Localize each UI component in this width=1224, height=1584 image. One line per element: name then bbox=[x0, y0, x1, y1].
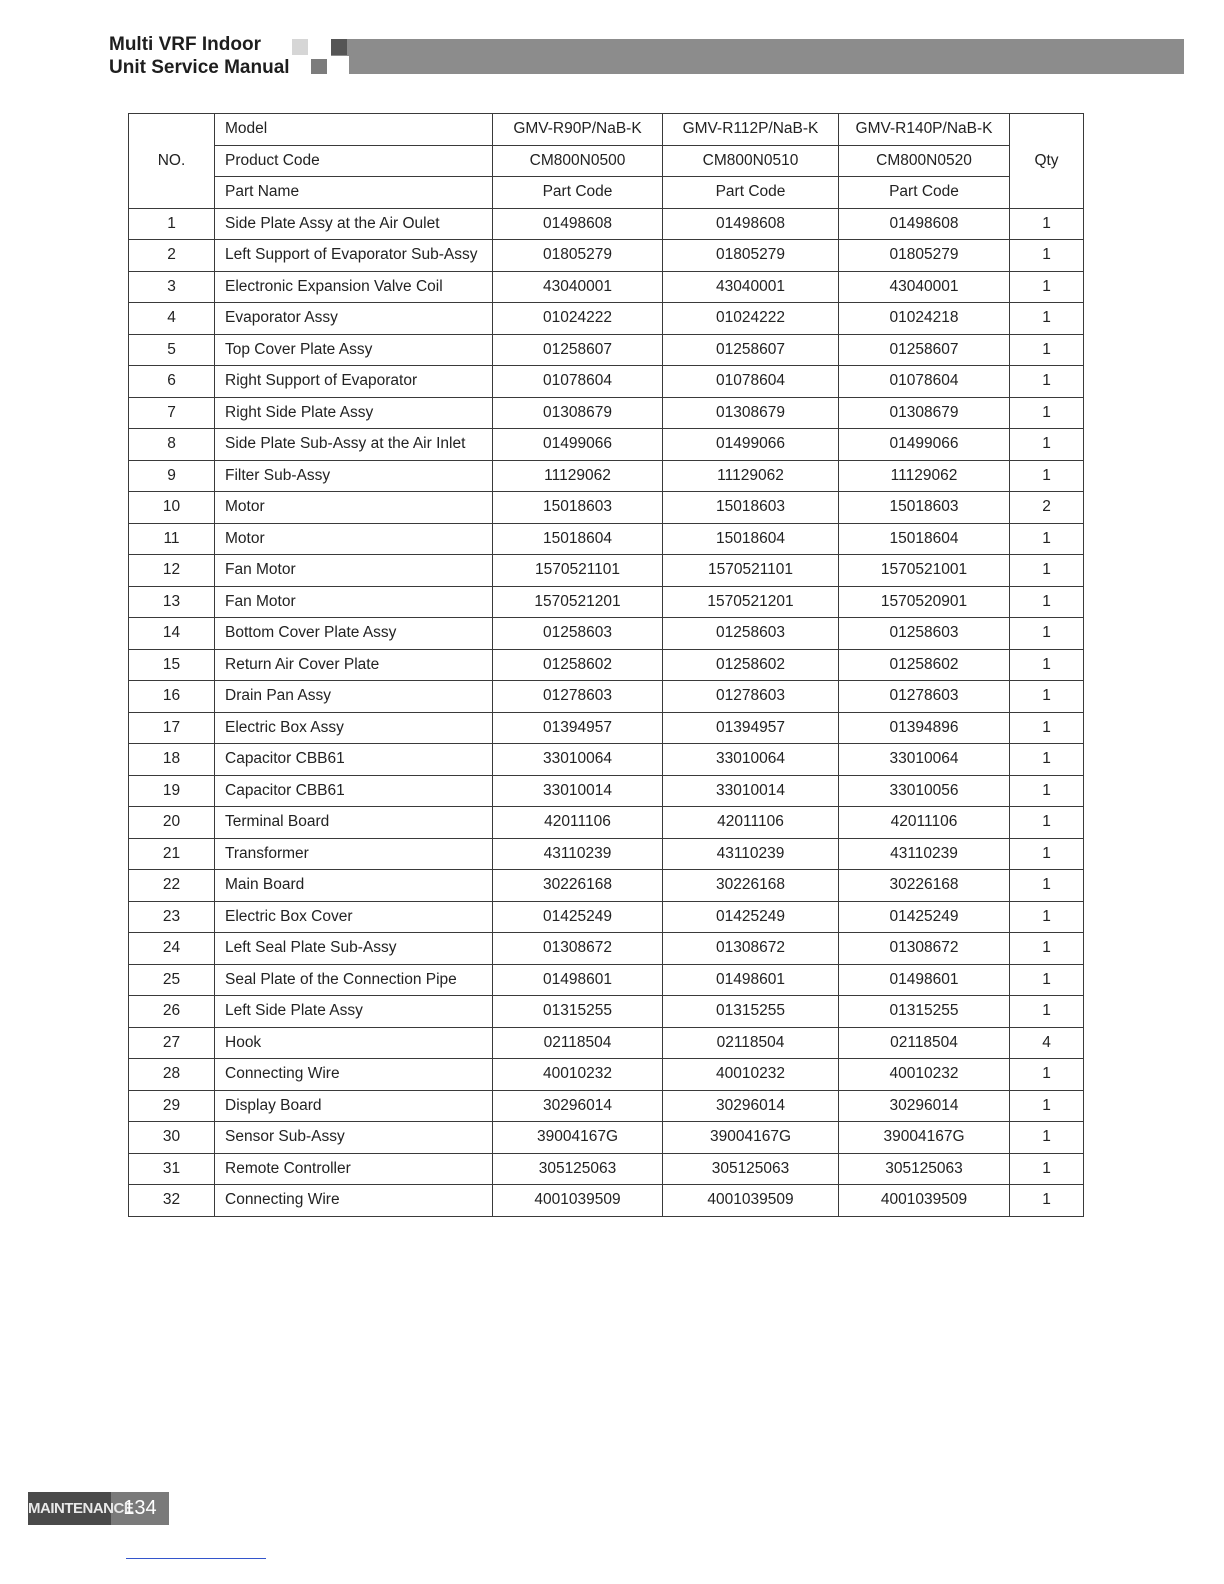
row-number: 22 bbox=[129, 870, 215, 902]
part-code-2: 15018603 bbox=[663, 492, 839, 524]
part-name: Seal Plate of the Connection Pipe bbox=[215, 964, 493, 996]
quantity: 1 bbox=[1010, 712, 1084, 744]
quantity: 1 bbox=[1010, 586, 1084, 618]
quantity: 1 bbox=[1010, 334, 1084, 366]
part-name: Capacitor CBB61 bbox=[215, 744, 493, 776]
table-row bbox=[129, 366, 1084, 398]
quantity: 1 bbox=[1010, 366, 1084, 398]
row-number: 8 bbox=[129, 429, 215, 461]
part-code-2: 02118504 bbox=[663, 1027, 839, 1059]
part-code-1: 40010232 bbox=[493, 1059, 663, 1091]
part-name: Connecting Wire bbox=[215, 1185, 493, 1217]
part-code-3: 4001039509 bbox=[839, 1185, 1010, 1217]
quantity: 1 bbox=[1010, 775, 1084, 807]
table-row bbox=[129, 429, 1084, 461]
part-code-3: 43110239 bbox=[839, 838, 1010, 870]
part-code-2: 1570521101 bbox=[663, 555, 839, 587]
part-code-1: 01499066 bbox=[493, 429, 663, 461]
part-name: Side Plate Sub-Assy at the Air Inlet bbox=[215, 429, 493, 461]
product-code-1: CM800N0500 bbox=[493, 145, 663, 177]
quantity: 1 bbox=[1010, 397, 1084, 429]
row-number: 5 bbox=[129, 334, 215, 366]
row-number: 29 bbox=[129, 1090, 215, 1122]
quantity: 1 bbox=[1010, 208, 1084, 240]
part-name: Transformer bbox=[215, 838, 493, 870]
part-code-3: 01308679 bbox=[839, 397, 1010, 429]
part-name: Main Board bbox=[215, 870, 493, 902]
part-code-3: 15018603 bbox=[839, 492, 1010, 524]
part-code-3: 33010064 bbox=[839, 744, 1010, 776]
quantity: 1 bbox=[1010, 555, 1084, 587]
table-row bbox=[129, 586, 1084, 618]
part-code-3: 01258607 bbox=[839, 334, 1010, 366]
part-code-2: 30226168 bbox=[663, 870, 839, 902]
part-code-2: 43040001 bbox=[663, 271, 839, 303]
quantity: 1 bbox=[1010, 649, 1084, 681]
table-row bbox=[129, 1185, 1084, 1217]
part-name: Side Plate Assy at the Air Oulet bbox=[215, 208, 493, 240]
part-code-2: 01308679 bbox=[663, 397, 839, 429]
part-name: Terminal Board bbox=[215, 807, 493, 839]
part-code-3: 33010056 bbox=[839, 775, 1010, 807]
table-row bbox=[129, 933, 1084, 965]
row-number: 6 bbox=[129, 366, 215, 398]
part-code-1: 33010014 bbox=[493, 775, 663, 807]
table-row bbox=[129, 996, 1084, 1028]
part-name: Drain Pan Assy bbox=[215, 681, 493, 713]
quantity: 1 bbox=[1010, 1122, 1084, 1154]
part-name: Left Support of Evaporator Sub-Assy bbox=[215, 240, 493, 272]
quantity: 1 bbox=[1010, 460, 1084, 492]
part-code-1: 01394957 bbox=[493, 712, 663, 744]
part-code-3: 01498601 bbox=[839, 964, 1010, 996]
row-number: 3 bbox=[129, 271, 215, 303]
part-code-3: 01278603 bbox=[839, 681, 1010, 713]
part-code-2: 305125063 bbox=[663, 1153, 839, 1185]
row-number: 25 bbox=[129, 964, 215, 996]
part-name: Hook bbox=[215, 1027, 493, 1059]
part-code-1: 01258607 bbox=[493, 334, 663, 366]
row-number: 32 bbox=[129, 1185, 215, 1217]
part-code-1: 01425249 bbox=[493, 901, 663, 933]
part-code-3: 1570521001 bbox=[839, 555, 1010, 587]
row-number: 2 bbox=[129, 240, 215, 272]
row-number: 31 bbox=[129, 1153, 215, 1185]
part-name: Bottom Cover Plate Assy bbox=[215, 618, 493, 650]
quantity: 1 bbox=[1010, 271, 1084, 303]
table-row bbox=[129, 271, 1084, 303]
part-name: Fan Motor bbox=[215, 586, 493, 618]
row-number: 21 bbox=[129, 838, 215, 870]
table-row bbox=[129, 1090, 1084, 1122]
part-code-3: 01078604 bbox=[839, 366, 1010, 398]
part-code-2: 39004167G bbox=[663, 1122, 839, 1154]
part-code-2: 01498608 bbox=[663, 208, 839, 240]
quantity: 2 bbox=[1010, 492, 1084, 524]
part-code-2: 33010064 bbox=[663, 744, 839, 776]
part-code-1: 01498601 bbox=[493, 964, 663, 996]
part-code-3: 01498608 bbox=[839, 208, 1010, 240]
part-code-1: 43110239 bbox=[493, 838, 663, 870]
part-code-2: 01024222 bbox=[663, 303, 839, 335]
part-name: Left Seal Plate Sub-Assy bbox=[215, 933, 493, 965]
quantity: 1 bbox=[1010, 1059, 1084, 1091]
table-header-row-part-name bbox=[129, 177, 1084, 209]
footer-rule bbox=[126, 1558, 266, 1559]
header-band-notch bbox=[331, 56, 349, 74]
quantity: 1 bbox=[1010, 870, 1084, 902]
row-number: 15 bbox=[129, 649, 215, 681]
part-code-1: 43040001 bbox=[493, 271, 663, 303]
row-number: 1 bbox=[129, 208, 215, 240]
page-number: 134 bbox=[123, 1497, 157, 1519]
part-code-1: 01498608 bbox=[493, 208, 663, 240]
part-name: Display Board bbox=[215, 1090, 493, 1122]
table-row bbox=[129, 964, 1084, 996]
part-name: Right Side Plate Assy bbox=[215, 397, 493, 429]
table-row bbox=[129, 807, 1084, 839]
row-number: 7 bbox=[129, 397, 215, 429]
quantity: 1 bbox=[1010, 429, 1084, 461]
part-code-2: 01498601 bbox=[663, 964, 839, 996]
part-code-1: 01308672 bbox=[493, 933, 663, 965]
part-code-2: 01425249 bbox=[663, 901, 839, 933]
part-code-3: 01308672 bbox=[839, 933, 1010, 965]
part-code-2: 33010014 bbox=[663, 775, 839, 807]
part-code-1: 01308679 bbox=[493, 397, 663, 429]
row-number: 4 bbox=[129, 303, 215, 335]
header-product-code: Product Code bbox=[215, 145, 493, 177]
part-code-2: 01278603 bbox=[663, 681, 839, 713]
part-code-header-3: Part Code bbox=[839, 177, 1010, 209]
part-code-1: 01258602 bbox=[493, 649, 663, 681]
part-name: Motor bbox=[215, 523, 493, 555]
header-decor-square-light bbox=[292, 39, 308, 55]
table-row bbox=[129, 1059, 1084, 1091]
table-header-row-product-code bbox=[129, 145, 1084, 177]
part-code-1: 15018603 bbox=[493, 492, 663, 524]
part-code-1: 01315255 bbox=[493, 996, 663, 1028]
row-number: 10 bbox=[129, 492, 215, 524]
table-row bbox=[129, 681, 1084, 713]
part-code-2: 11129062 bbox=[663, 460, 839, 492]
title-line-2: Unit Service Manual bbox=[109, 57, 290, 78]
row-number: 18 bbox=[129, 744, 215, 776]
part-name: Evaporator Assy bbox=[215, 303, 493, 335]
part-code-2: 01805279 bbox=[663, 240, 839, 272]
part-code-2: 30296014 bbox=[663, 1090, 839, 1122]
part-code-1: 4001039509 bbox=[493, 1185, 663, 1217]
table-row bbox=[129, 649, 1084, 681]
part-name: Remote Controller bbox=[215, 1153, 493, 1185]
part-code-1: 33010064 bbox=[493, 744, 663, 776]
part-code-1: 42011106 bbox=[493, 807, 663, 839]
part-code-3: 39004167G bbox=[839, 1122, 1010, 1154]
quantity: 1 bbox=[1010, 964, 1084, 996]
table-row bbox=[129, 712, 1084, 744]
part-code-1: 1570521201 bbox=[493, 586, 663, 618]
part-code-2: 15018604 bbox=[663, 523, 839, 555]
quantity: 1 bbox=[1010, 807, 1084, 839]
row-number: 14 bbox=[129, 618, 215, 650]
part-code-3: 01394896 bbox=[839, 712, 1010, 744]
model-2: GMV-R112P/NaB-K bbox=[663, 114, 839, 146]
part-code-header-2: Part Code bbox=[663, 177, 839, 209]
quantity: 1 bbox=[1010, 681, 1084, 713]
part-code-2: 01315255 bbox=[663, 996, 839, 1028]
title-line-1: Multi VRF Indoor bbox=[109, 34, 261, 55]
part-name: Sensor Sub-Assy bbox=[215, 1122, 493, 1154]
part-code-2: 4001039509 bbox=[663, 1185, 839, 1217]
part-code-3: 01425249 bbox=[839, 901, 1010, 933]
header-part-name: Part Name bbox=[215, 177, 493, 209]
table-row bbox=[129, 838, 1084, 870]
part-code-3: 43040001 bbox=[839, 271, 1010, 303]
product-code-2: CM800N0510 bbox=[663, 145, 839, 177]
model-3: GMV-R140P/NaB-K bbox=[839, 114, 1010, 146]
quantity: 1 bbox=[1010, 996, 1084, 1028]
table-row bbox=[129, 492, 1084, 524]
quantity: 1 bbox=[1010, 240, 1084, 272]
header-model: Model bbox=[215, 114, 493, 146]
quantity: 1 bbox=[1010, 838, 1084, 870]
part-code-3: 01258603 bbox=[839, 618, 1010, 650]
header-band-lower bbox=[349, 56, 1184, 74]
part-name: Fan Motor bbox=[215, 555, 493, 587]
quantity: 1 bbox=[1010, 1090, 1084, 1122]
part-name: Left Side Plate Assy bbox=[215, 996, 493, 1028]
parts-table bbox=[128, 113, 1084, 1217]
quantity: 4 bbox=[1010, 1027, 1084, 1059]
part-code-1: 01078604 bbox=[493, 366, 663, 398]
table-header-row-model bbox=[129, 114, 1084, 146]
part-code-3: 01805279 bbox=[839, 240, 1010, 272]
quantity: 1 bbox=[1010, 523, 1084, 555]
part-code-3: 15018604 bbox=[839, 523, 1010, 555]
row-number: 16 bbox=[129, 681, 215, 713]
row-number: 17 bbox=[129, 712, 215, 744]
header-decor-square-mid bbox=[311, 59, 327, 74]
row-number: 26 bbox=[129, 996, 215, 1028]
part-code-2: 01258607 bbox=[663, 334, 839, 366]
part-code-2: 01394957 bbox=[663, 712, 839, 744]
part-code-2: 1570521201 bbox=[663, 586, 839, 618]
row-number: 30 bbox=[129, 1122, 215, 1154]
part-code-3: 42011106 bbox=[839, 807, 1010, 839]
quantity: 1 bbox=[1010, 1185, 1084, 1217]
part-name: Motor bbox=[215, 492, 493, 524]
table-row bbox=[129, 208, 1084, 240]
quantity: 1 bbox=[1010, 933, 1084, 965]
part-code-2: 01078604 bbox=[663, 366, 839, 398]
table-row bbox=[129, 775, 1084, 807]
part-code-1: 01805279 bbox=[493, 240, 663, 272]
table-row bbox=[129, 870, 1084, 902]
header-no: NO. bbox=[129, 114, 215, 209]
row-number: 13 bbox=[129, 586, 215, 618]
quantity: 1 bbox=[1010, 303, 1084, 335]
part-code-1: 01278603 bbox=[493, 681, 663, 713]
part-code-2: 01258602 bbox=[663, 649, 839, 681]
part-code-1: 02118504 bbox=[493, 1027, 663, 1059]
part-code-3: 305125063 bbox=[839, 1153, 1010, 1185]
part-name: Electronic Expansion Valve Coil bbox=[215, 271, 493, 303]
table-row bbox=[129, 744, 1084, 776]
part-code-3: 30226168 bbox=[839, 870, 1010, 902]
footer-section-label: MAINTENANCE bbox=[28, 1492, 111, 1525]
table-row bbox=[129, 303, 1084, 335]
part-code-1: 305125063 bbox=[493, 1153, 663, 1185]
part-name: Electric Box Cover bbox=[215, 901, 493, 933]
row-number: 27 bbox=[129, 1027, 215, 1059]
part-code-3: 40010232 bbox=[839, 1059, 1010, 1091]
part-code-2: 43110239 bbox=[663, 838, 839, 870]
quantity: 1 bbox=[1010, 1153, 1084, 1185]
table-row bbox=[129, 240, 1084, 272]
table-row bbox=[129, 334, 1084, 366]
part-code-1: 30226168 bbox=[493, 870, 663, 902]
row-number: 24 bbox=[129, 933, 215, 965]
part-name: Connecting Wire bbox=[215, 1059, 493, 1091]
quantity: 1 bbox=[1010, 744, 1084, 776]
part-code-3: 11129062 bbox=[839, 460, 1010, 492]
table-row bbox=[129, 1153, 1084, 1185]
part-code-3: 02118504 bbox=[839, 1027, 1010, 1059]
part-name: Capacitor CBB61 bbox=[215, 775, 493, 807]
product-code-3: CM800N0520 bbox=[839, 145, 1010, 177]
row-number: 9 bbox=[129, 460, 215, 492]
part-code-1: 11129062 bbox=[493, 460, 663, 492]
part-code-3: 01499066 bbox=[839, 429, 1010, 461]
part-code-1: 01024222 bbox=[493, 303, 663, 335]
row-number: 20 bbox=[129, 807, 215, 839]
part-code-2: 01499066 bbox=[663, 429, 839, 461]
part-code-3: 01024218 bbox=[839, 303, 1010, 335]
part-code-2: 01308672 bbox=[663, 933, 839, 965]
table-row bbox=[129, 460, 1084, 492]
table-row bbox=[129, 555, 1084, 587]
row-number: 28 bbox=[129, 1059, 215, 1091]
header-decor-square-dark bbox=[331, 39, 347, 55]
row-number: 11 bbox=[129, 523, 215, 555]
header-qty: Qty bbox=[1010, 114, 1084, 209]
part-code-3: 01258602 bbox=[839, 649, 1010, 681]
table-row bbox=[129, 618, 1084, 650]
part-name: Electric Box Assy bbox=[215, 712, 493, 744]
part-code-1: 1570521101 bbox=[493, 555, 663, 587]
quantity: 1 bbox=[1010, 901, 1084, 933]
row-number: 12 bbox=[129, 555, 215, 587]
part-code-2: 42011106 bbox=[663, 807, 839, 839]
table-row bbox=[129, 523, 1084, 555]
row-number: 23 bbox=[129, 901, 215, 933]
part-code-1: 30296014 bbox=[493, 1090, 663, 1122]
document-title bbox=[109, 33, 290, 79]
part-code-1: 01258603 bbox=[493, 618, 663, 650]
model-1: GMV-R90P/NaB-K bbox=[493, 114, 663, 146]
part-code-3: 01315255 bbox=[839, 996, 1010, 1028]
part-code-2: 01258603 bbox=[663, 618, 839, 650]
part-code-1: 39004167G bbox=[493, 1122, 663, 1154]
part-code-header-1: Part Code bbox=[493, 177, 663, 209]
part-code-3: 30296014 bbox=[839, 1090, 1010, 1122]
table-row bbox=[129, 1122, 1084, 1154]
part-name: Top Cover Plate Assy bbox=[215, 334, 493, 366]
table-row bbox=[129, 1027, 1084, 1059]
part-name: Right Support of Evaporator bbox=[215, 366, 493, 398]
row-number: 19 bbox=[129, 775, 215, 807]
part-name: Return Air Cover Plate bbox=[215, 649, 493, 681]
table-row bbox=[129, 901, 1084, 933]
part-code-3: 1570520901 bbox=[839, 586, 1010, 618]
table-row bbox=[129, 397, 1084, 429]
part-name: Filter Sub-Assy bbox=[215, 460, 493, 492]
part-code-1: 15018604 bbox=[493, 523, 663, 555]
quantity: 1 bbox=[1010, 618, 1084, 650]
part-code-2: 40010232 bbox=[663, 1059, 839, 1091]
